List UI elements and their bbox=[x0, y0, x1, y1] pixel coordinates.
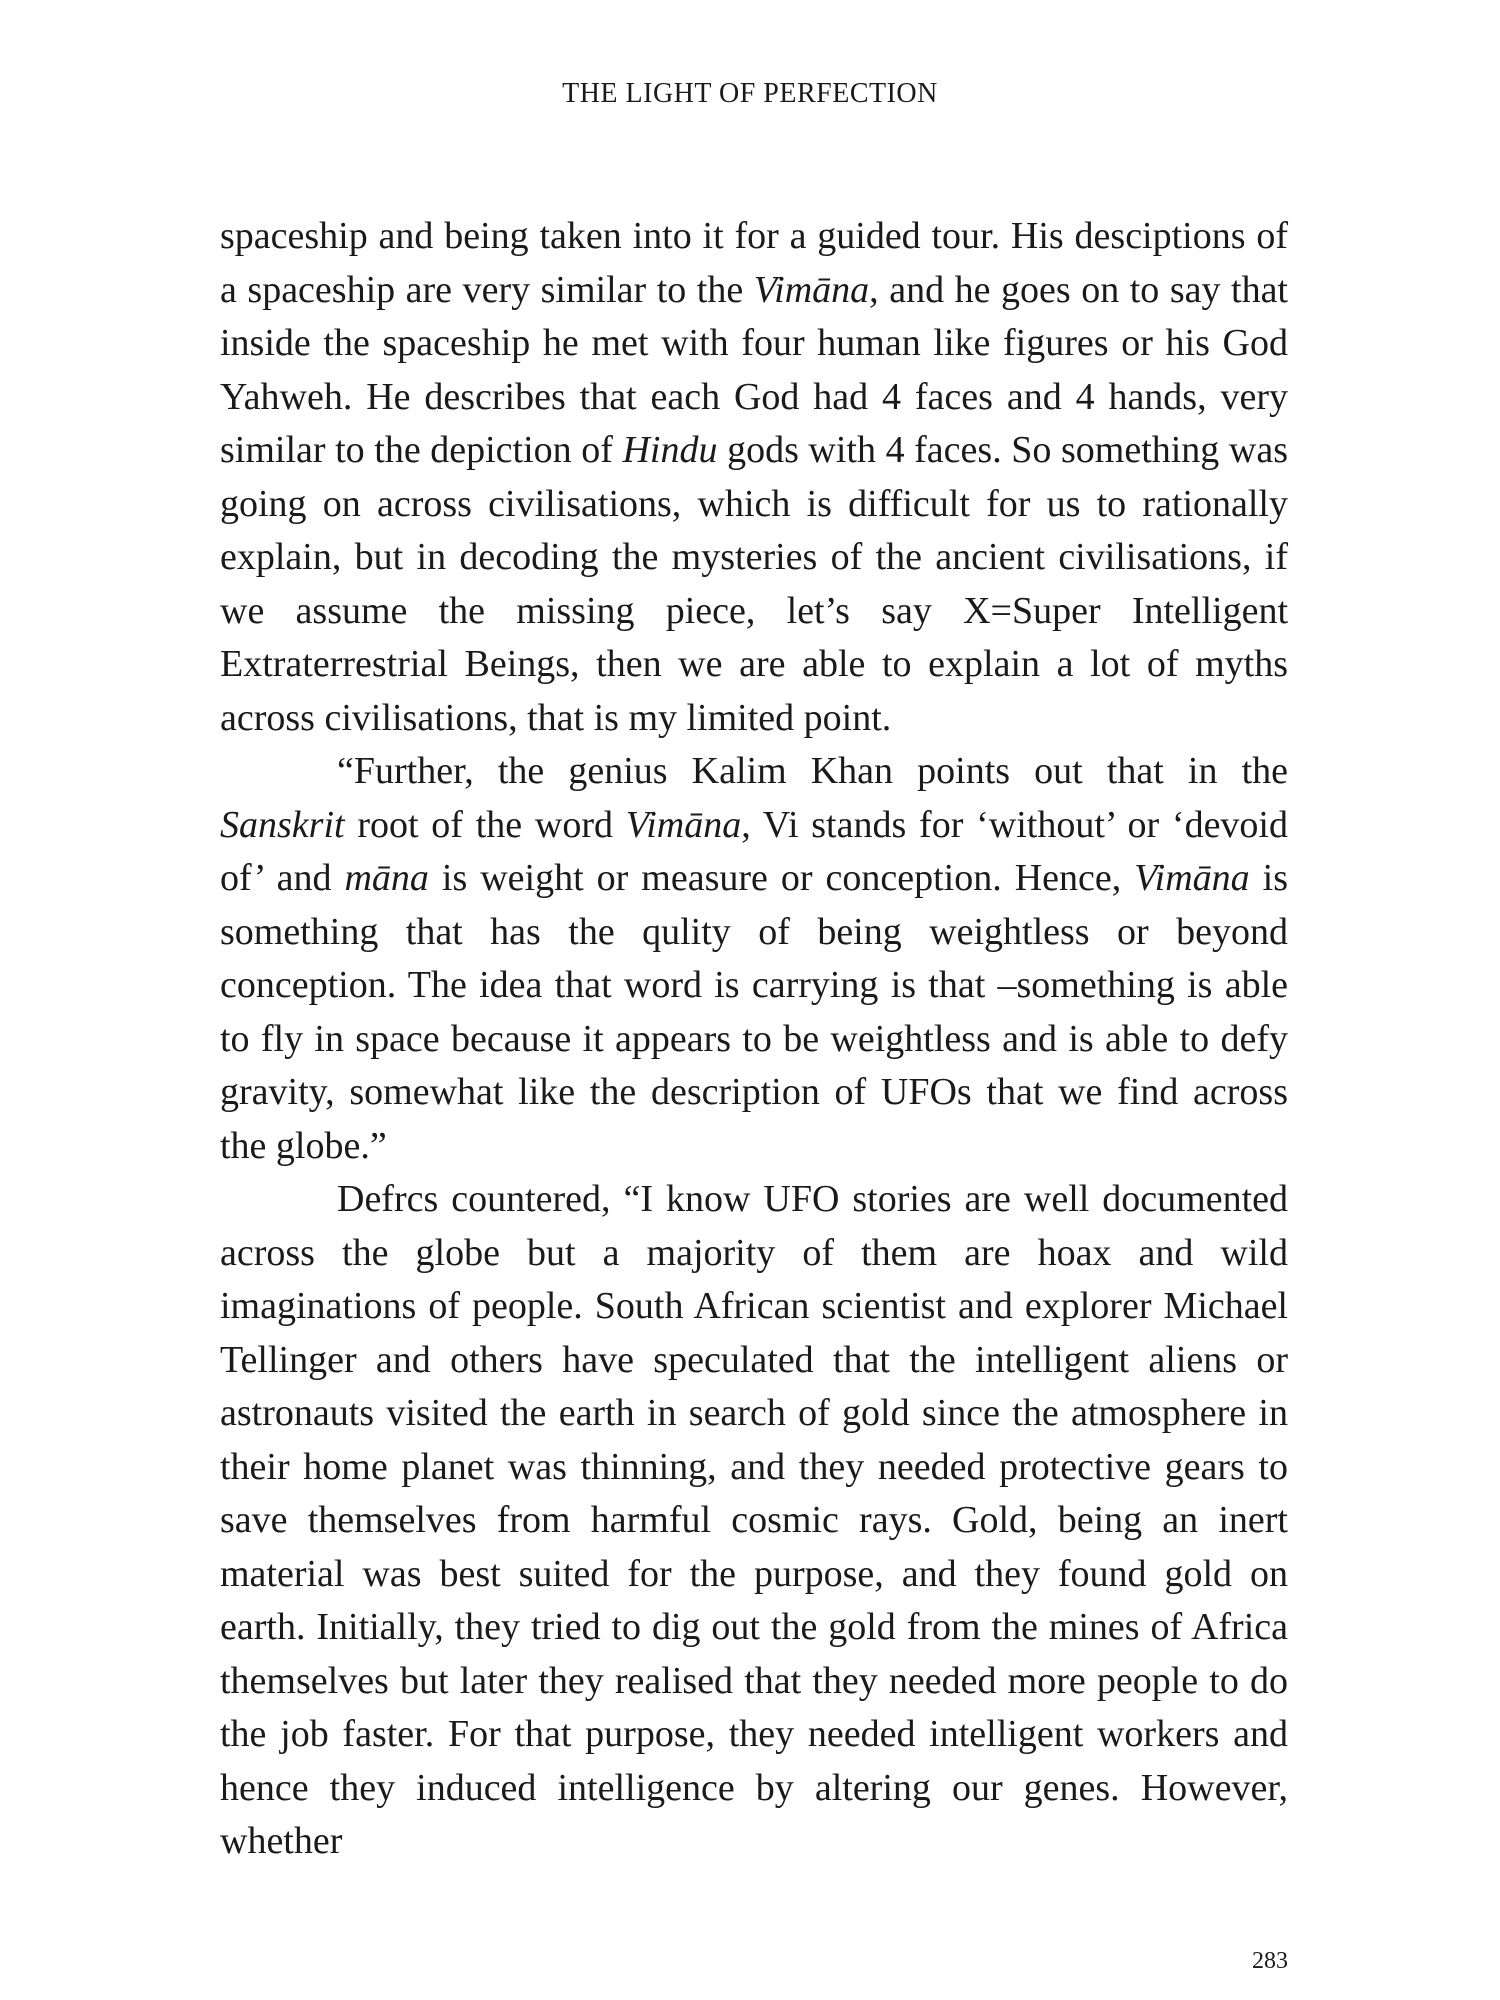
body-text bbox=[220, 210, 1288, 1869]
text-run: , Vi stands for ‘without’ or ‘devoid of’ and bbox=[220, 803, 1288, 899]
text-run: gods with 4 faces. So something was going on across civilisations, which is difficult for us to rationally explain, but in decoding the mysteries of the ancient civilisations, if we assume the missing piece, let’s say X=Super Intelligent Extraterrestrial Beings, then we are able to explain a lot of myths across civilisations, that is my limited point. bbox=[220, 429, 1288, 739]
paragraph-2 bbox=[220, 745, 1288, 1173]
italic-term: Hindu bbox=[622, 429, 718, 471]
paragraph-1 bbox=[220, 210, 1288, 745]
paragraph-3: Defrcs countered, “I know UFO stories are well documented across the globe but a majority of them are hoax and wild imaginations of people. South African scientist and explorer Michael Tellinger and others have speculated that the intelligent aliens or astronauts visited the earth in search of gold since the atmosphere in their home planet was thinning, and they needed protective gears to save themselves from harmful cosmic rays. Gold, being an inert material was best suited for the purpose, and they found gold on earth. Initially, they tried to dig out the gold from the mines of Africa themselves but later they realised that they needed more people to do the job faster. For that purpose, they needed intelligent workers and hence they induced intelligence by altering our genes. However, whether bbox=[220, 1178, 1288, 1862]
italic-term: Vimāna bbox=[753, 268, 870, 311]
page-number: 283 bbox=[1252, 1948, 1288, 1974]
italic-term: Vimāna bbox=[1134, 857, 1250, 899]
text-run: , and he goes on to say that inside the spaceship he met with four human like figures or his God Yahweh. He describes that each God had 4 faces and 4 hands, very similar to the depiction of bbox=[220, 268, 1288, 471]
text-run: root of the word bbox=[344, 803, 626, 846]
italic-term: Vimāna bbox=[625, 803, 742, 846]
italic-term: Sanskrit bbox=[220, 803, 345, 846]
italic-term: māna bbox=[344, 857, 429, 899]
text-run: “Further, the genius Kalim Khan points out that in the bbox=[337, 750, 1288, 792]
text-run: spaceship and being taken into it for a guided tour. His desciptions of a spaceship are very similar to the bbox=[220, 215, 1288, 311]
text-run: is weight or measure or conception. Hence, bbox=[428, 857, 1135, 899]
running-head: THE LIGHT OF PERFECTION bbox=[562, 78, 938, 109]
text-run: is something that has the qulity of being weightless or beyond conception. The idea that word is carrying is that –something is able to fly in space because it appears to be weightless and is able to defy gravity, somewhat like the description of UFOs that we find across the globe.” bbox=[220, 857, 1288, 1167]
